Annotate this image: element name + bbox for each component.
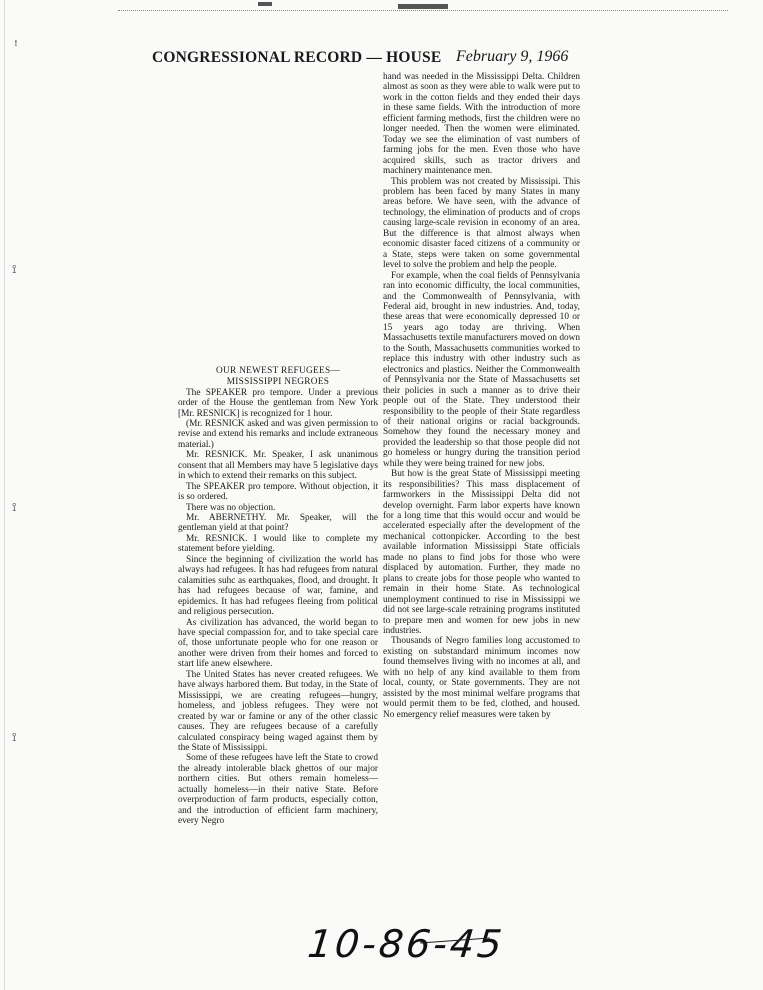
paragraph: But how is the great State of Mississippi meeting its responsibilities? This mass displacement of farmworkers in the Mississippi Delta did not develop overnight. Farm labor experts have known for a long time that this would occur and would be accelerated especially after the development of the mechanical cottonpicker. According to the best available information Mississippi State officials made no plans to find jobs for those who were displaced by automation. Further, they made no plans to create jobs for those people who wanted to remain in their home State. As technological unemployment continued to rise in Mississippi we did not see large-scale retraining programs instituted to prepare men and women for new jobs in new industries. <box>383 469 580 637</box>
top-rule <box>118 10 728 11</box>
binder-mark-2: ⟟ <box>12 262 17 276</box>
paragraph: Thousands of Negro families long accustomed to existing on substandard minimum incomes now found themselves living with no incomes at all, and with no help of any kind available to them from local, county, or State governments. They are not assisted by the most minimal welfare programs that would permit them to be fed, clothed, and housed. No emergency relief measures were taken by <box>383 636 580 720</box>
binder-mark-4: ⟟ <box>12 730 17 744</box>
handwritten-file-number: 10-86-45 <box>305 922 507 966</box>
paragraph: Mr. ABERNETHY. Mr. Speaker, will the gentleman yield at that point? <box>178 513 378 534</box>
paragraph: This problem was not created by Mississipi. This problem has been faced by many States in many areas before. We have seen, with the advance of technology, the elimination of products and of crops causing large-scale revision in economy of an area. But the difference is that almost always when economic disaster faced citizens of a community or a State, steps were taken on some governmental level to solve the problem and help the people. <box>383 176 580 271</box>
left-column <box>178 366 378 827</box>
binder-mark-1: ꜝ <box>14 40 18 54</box>
paragraph: (Mr. RESNICK asked and was given permission to revise and extend his remarks and include extraneous material.) <box>178 418 378 450</box>
scan-mark-top-1 <box>258 2 272 6</box>
paragraph: The United States has never created refugees. We have always harbored them. But today, in the State of Mississippi, we are creating refugees—hungry, homeless, and jobless refugees. They were not created by war or famine or any of the other classic causes. They are refugees because of a carefully calculated conspiracy being waged against them by the State of Mississippi. <box>178 669 378 753</box>
paragraph: Mr. RESNICK. Mr. Speaker, I ask unanimous consent that all Members may have 5 legislative days in which to extend their remarks on this subject. <box>178 450 378 482</box>
paragraph: As civilization has advanced, the world began to have special compassion for, and to take special care of, those unfortunate people who for one reason or another were driven from their homes and forced to start life anew elsewhere. <box>178 617 378 670</box>
article-title <box>178 366 378 388</box>
paragraph: Some of these refugees have left the State to crowd the already intolerable black ghettos of our major northern cities. But others remain homeless—actually homeless—in their native State. Before overproduction of farm products, especially cotton, and the introduction of efficient farm machinery, every Negro <box>178 753 378 827</box>
paragraph: There was no objection. <box>186 502 276 513</box>
scan-edge <box>4 0 5 990</box>
binder-mark-3: ⟟ <box>12 500 17 514</box>
paragraph: The SPEAKER pro tempore. Without objection, it is so ordered. <box>178 481 378 503</box>
article-title-line2: MISSISSIPPI NEGROES <box>226 376 330 387</box>
page-header-title: CONGRESSIONAL RECORD — HOUSE <box>152 49 442 66</box>
paragraph: Mr. RESNICK. I would like to complete my statement before yielding. <box>178 533 378 555</box>
article-title-line1: OUR NEWEST REFUGEES— <box>215 366 341 376</box>
scan-mark-top-2 <box>398 4 448 9</box>
right-column <box>383 72 580 720</box>
paragraph: Since the beginning of civilization the world has always had refugees. It has had refugees from natural calamities suhc as earthquakes, flood, and drought. It has had refugees because of war, famine, and epidemics. It has had refugees fleeing from political and religious persecution. <box>178 554 378 618</box>
page-header-date: February 9, 1966 <box>456 48 569 65</box>
paragraph: hand was needed in the Mississippi Delta. Children almost as soon as they were able to walk were put to work in the cotton fields and they ended their days in these same fields. With the introduction of more efficient farming methods, first the children were no longer needed. Then the women were eliminated. Today we see the elimination of vast numbers of farming jobs for the men. Even those who have acquired skills, such as tractor drivers and machinery maintenance men. <box>383 72 580 177</box>
paragraph: For example, when the coal fields of Pennsylvania ran into economic difficulty, the local communities, and the Commonwealth of Pennsylvania, with Federal aid, brought in new industries. And, today, these areas that were economically depressed 10 or 15 years ago today are thriving. When Massachusetts textile manufacturers moved on down to the South, Massachusetts communities worked to replace this industry with other industry such as electronics and plastics. Neither the Commonwealth of Pennsylvania nor the State of Massachusetts set their policies in such a manner as to drive their people out of the State. They understood their responsibility to the people of their State regardless of their national origins or racial backgrounds. Somehow they found the necessary money and provided the leadership so that those people did not go homeless or hungry during the transition period while they were being trained for new jobs. <box>383 270 580 469</box>
paragraph: The SPEAKER pro tempore. Under a previous order of the House the gentleman from New York [Mr. RESNICK] is recognized for 1 hour. <box>178 387 378 419</box>
